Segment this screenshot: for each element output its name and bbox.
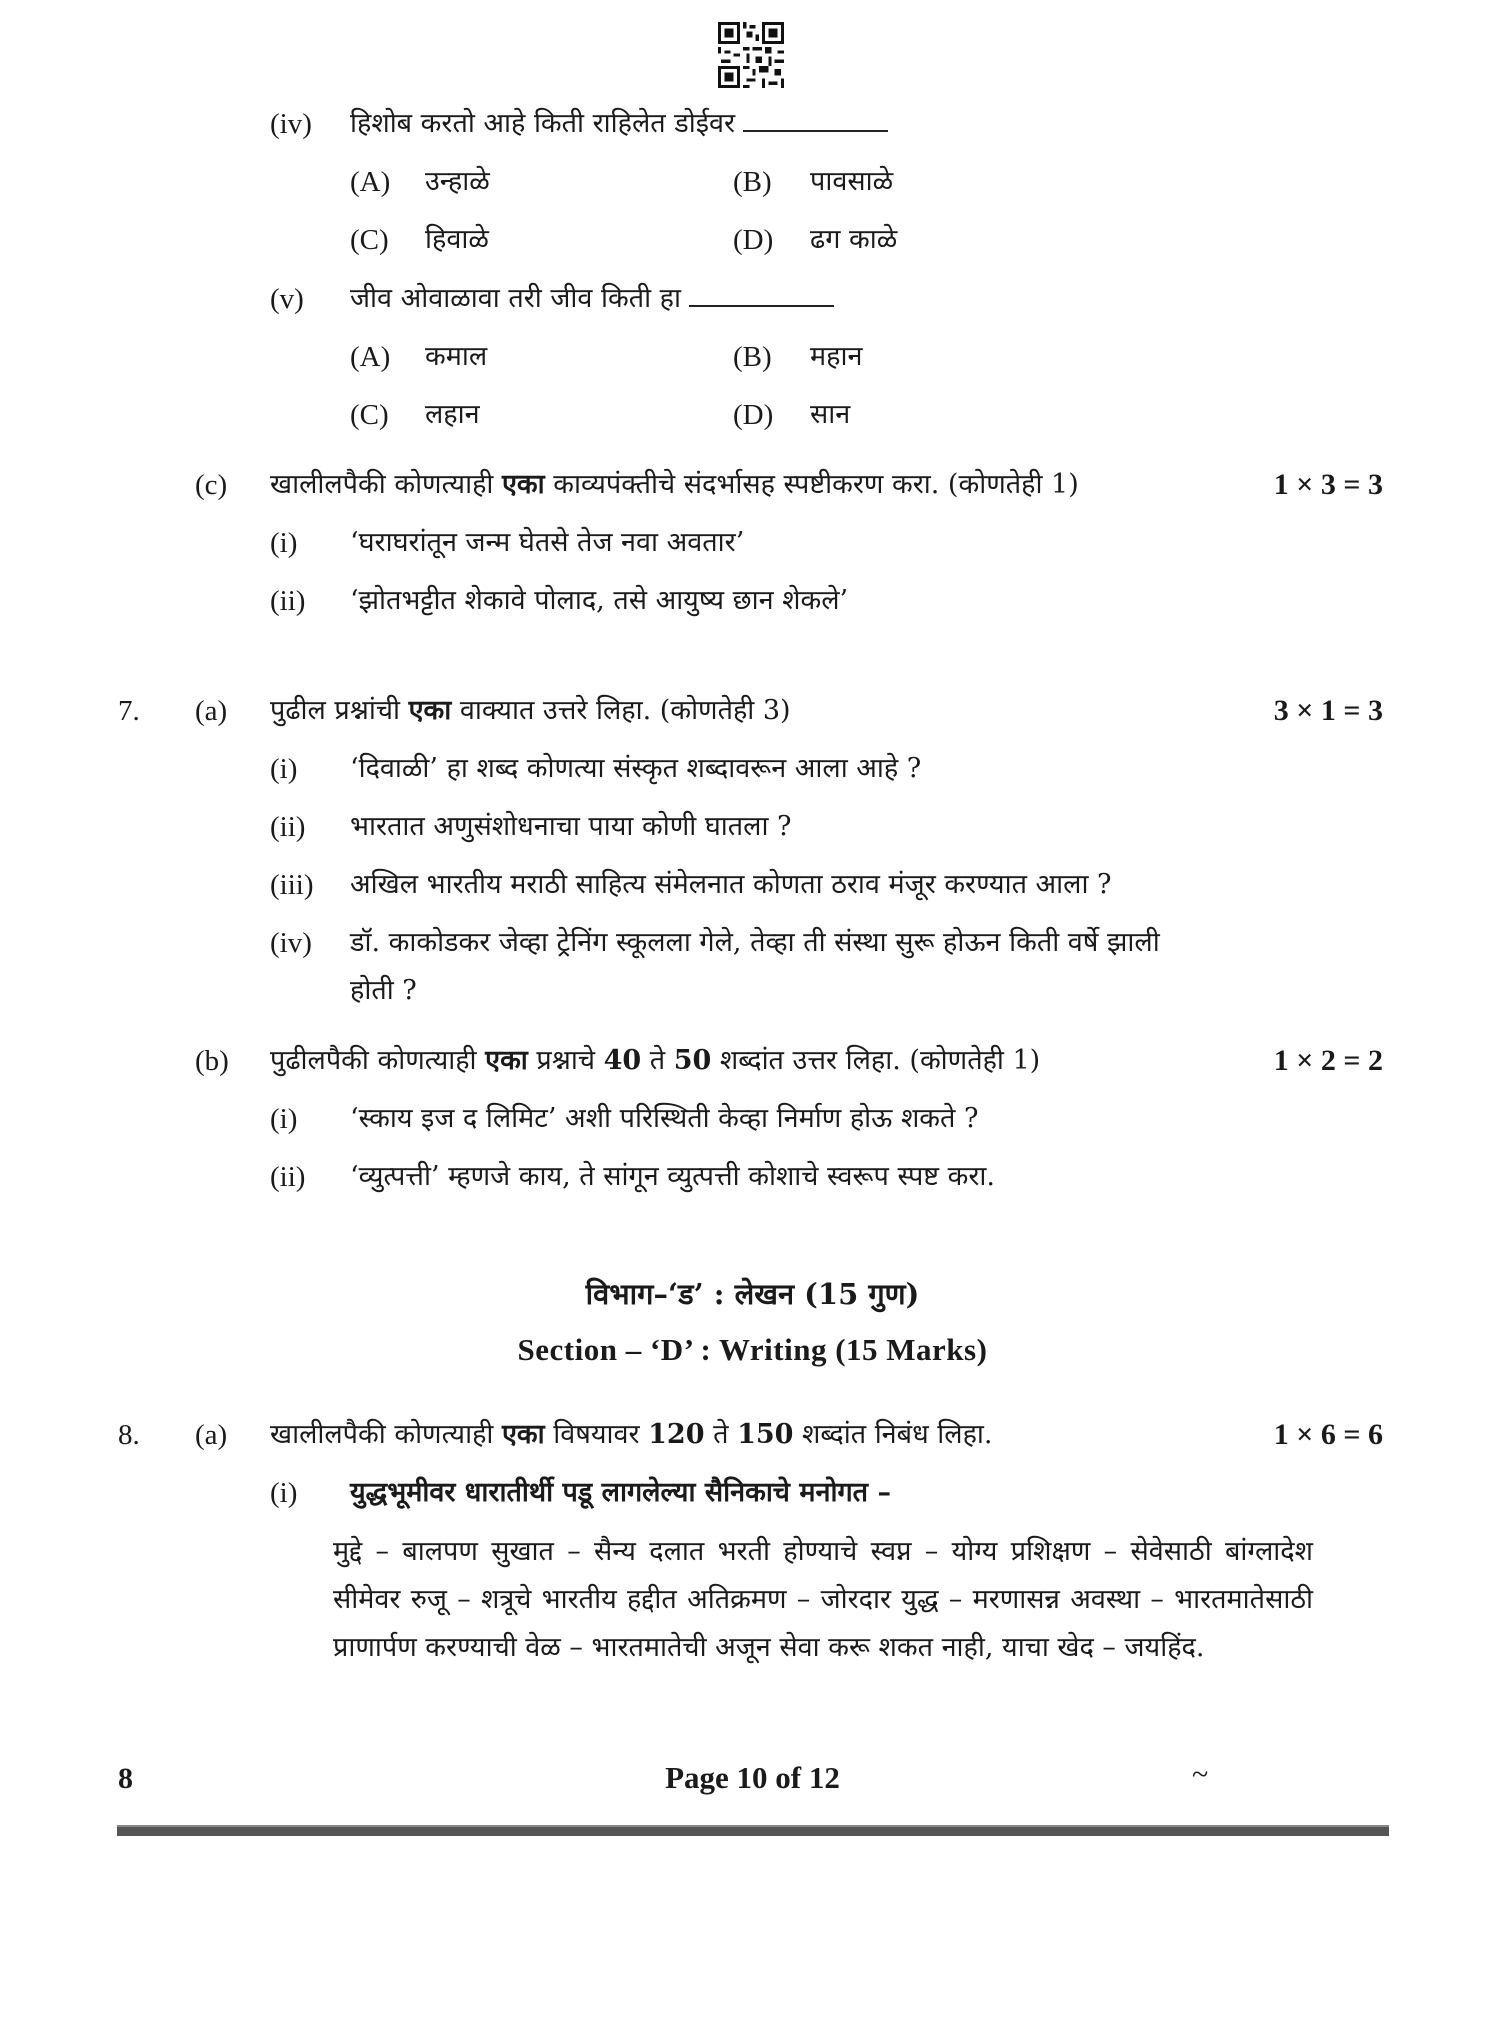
question-number: (v) [270,283,304,315]
option-text: हिवाळे [425,224,489,255]
option-text: लहान [425,399,480,430]
item-number: (ii) [270,811,306,843]
item-text: अखिल भारतीय मराठी साहित्य संमेलनात कोणता ठराव मंजूर करण्यात आला ? [350,869,1112,900]
option-text: ढग काळे [810,224,898,255]
page-number: Page 10 of 12 [665,1760,840,1795]
option-label: (D) [733,399,774,431]
fill-in-blank [689,281,834,307]
instruction-text: पुढीलपैकी कोणत्याही एका प्रश्नाचे 40 ते 50 शब्दांत उत्तर लिहा. (कोणतेही 1) [270,1045,1041,1076]
option-text: पावसाळे [810,166,894,197]
item-text-continued: होती ? [350,975,417,1006]
item-number: (i) [270,1477,298,1509]
subquestion-label: (a) [195,1419,228,1451]
option-label: (B) [733,341,772,373]
subquestion-label: (b) [195,1045,229,1077]
marks-label: 1 × 6 = 6 [1273,1418,1383,1451]
option-text: महान [810,341,863,372]
item-text: ‘घराघरांतून जन्म घेतसे तेज नवा अवतार’ [350,527,745,558]
instruction-text: पुढील प्रश्नांची एका वाक्यात उत्तरे लिहा. (कोणतेही 3) [270,695,791,726]
question-text: जीव ओवाळावा तरी जीव किती हा [350,281,834,317]
question-number: 8. [118,1419,140,1451]
marks-label: 1 × 3 = 3 [1273,468,1383,501]
question-number: 7. [118,695,140,727]
item-text: ‘झोतभट्टीत शेकावे पोलाद, तसे आयुष्य छान शेकले’ [350,585,849,616]
fill-in-blank [743,106,888,132]
qr-code-icon [718,22,784,88]
item-number: (i) [270,753,298,785]
instruction-text: खालीलपैकी कोणत्याही एका काव्यपंक्तीचे संदर्भासह स्पष्टीकरण करा. (कोणतेही 1) [270,469,1079,500]
option-text: उन्हाळे [425,166,490,197]
item-text: डॉ. काकोडकर जेव्हा ट्रेनिंग स्कूलला गेले, तेव्हा ती संस्था सुरू होऊन किती वर्षे झाली [350,927,1160,958]
section-heading-english: Section – ‘D’ : Writing (15 Marks) [517,1332,988,1367]
option-label: (A) [350,341,391,373]
question-text: हिशोब करतो आहे किती राहिलेत डोईवर [350,106,888,142]
option-label: (B) [733,166,772,198]
item-number: (i) [270,1103,298,1135]
marks-label: 1 × 2 = 2 [1273,1044,1383,1077]
option-text: सान [810,399,851,430]
question-number: (iv) [270,108,312,140]
item-number: (iii) [270,869,314,901]
section-heading-marathi: विभाग–‘ड’ : लेखन (15 गुण) [585,1277,920,1311]
option-label: (C) [350,224,389,256]
option-label: (C) [350,399,389,431]
option-text: कमाल [425,341,488,372]
item-text: ‘व्युत्पत्ती’ म्हणजे काय, ते सांगून व्युत्पत्ती कोशाचे स्वरूप स्पष्ट करा. [350,1161,995,1192]
item-number: (ii) [270,1161,306,1193]
footer-right-mark: ~ [1192,1758,1209,1791]
subquestion-label: (a) [195,695,228,727]
option-label: (A) [350,166,391,198]
footer-left-number: 8 [118,1762,133,1795]
footer-divider [117,1825,1389,1836]
item-number: (iv) [270,927,312,959]
item-number: (ii) [270,585,306,617]
item-text: ‘स्काय इज द लिमिट’ अशी परिस्थिती केव्हा निर्माण होऊ शकते ? [350,1103,979,1134]
item-number: (i) [270,527,298,559]
essay-points: मुद्दे – बालपण सुखात – सैन्य दलात भरती होण्याचे स्वप्न – योग्य प्रशिक्षण – सेवेसाठी बांग्लादेश सीमेवर रुजू – शत्रूचे भारतीय हद्दीत अतिक्रमण – जोरदार युद्ध – मरणासन्न अवस्था – भारतमातेसाठी प्राणार्पण करण्याची वेळ – भारतमातेची अजून सेवा करू शकत नाही, याचा खेद – जयहिंद. [333,1536,1313,1663]
subquestion-label: (c) [195,469,228,501]
marks-label: 3 × 1 = 3 [1273,694,1383,727]
essay-topic-title: युद्धभूमीवर धारातीर्थी पडू लागलेल्या सैनिकाचे मनोगत – [350,1477,891,1508]
item-text: भारतात अणुसंशोधनाचा पाया कोणी घातला ? [350,811,792,842]
option-label: (D) [733,224,774,256]
instruction-text: खालीलपैकी कोणत्याही एका विषयावर 120 ते 150 शब्दांत निबंध लिहा. [270,1419,993,1450]
item-text: ‘दिवाळी’ हा शब्द कोणत्या संस्कृत शब्दावरून आला आहे ? [350,753,922,784]
